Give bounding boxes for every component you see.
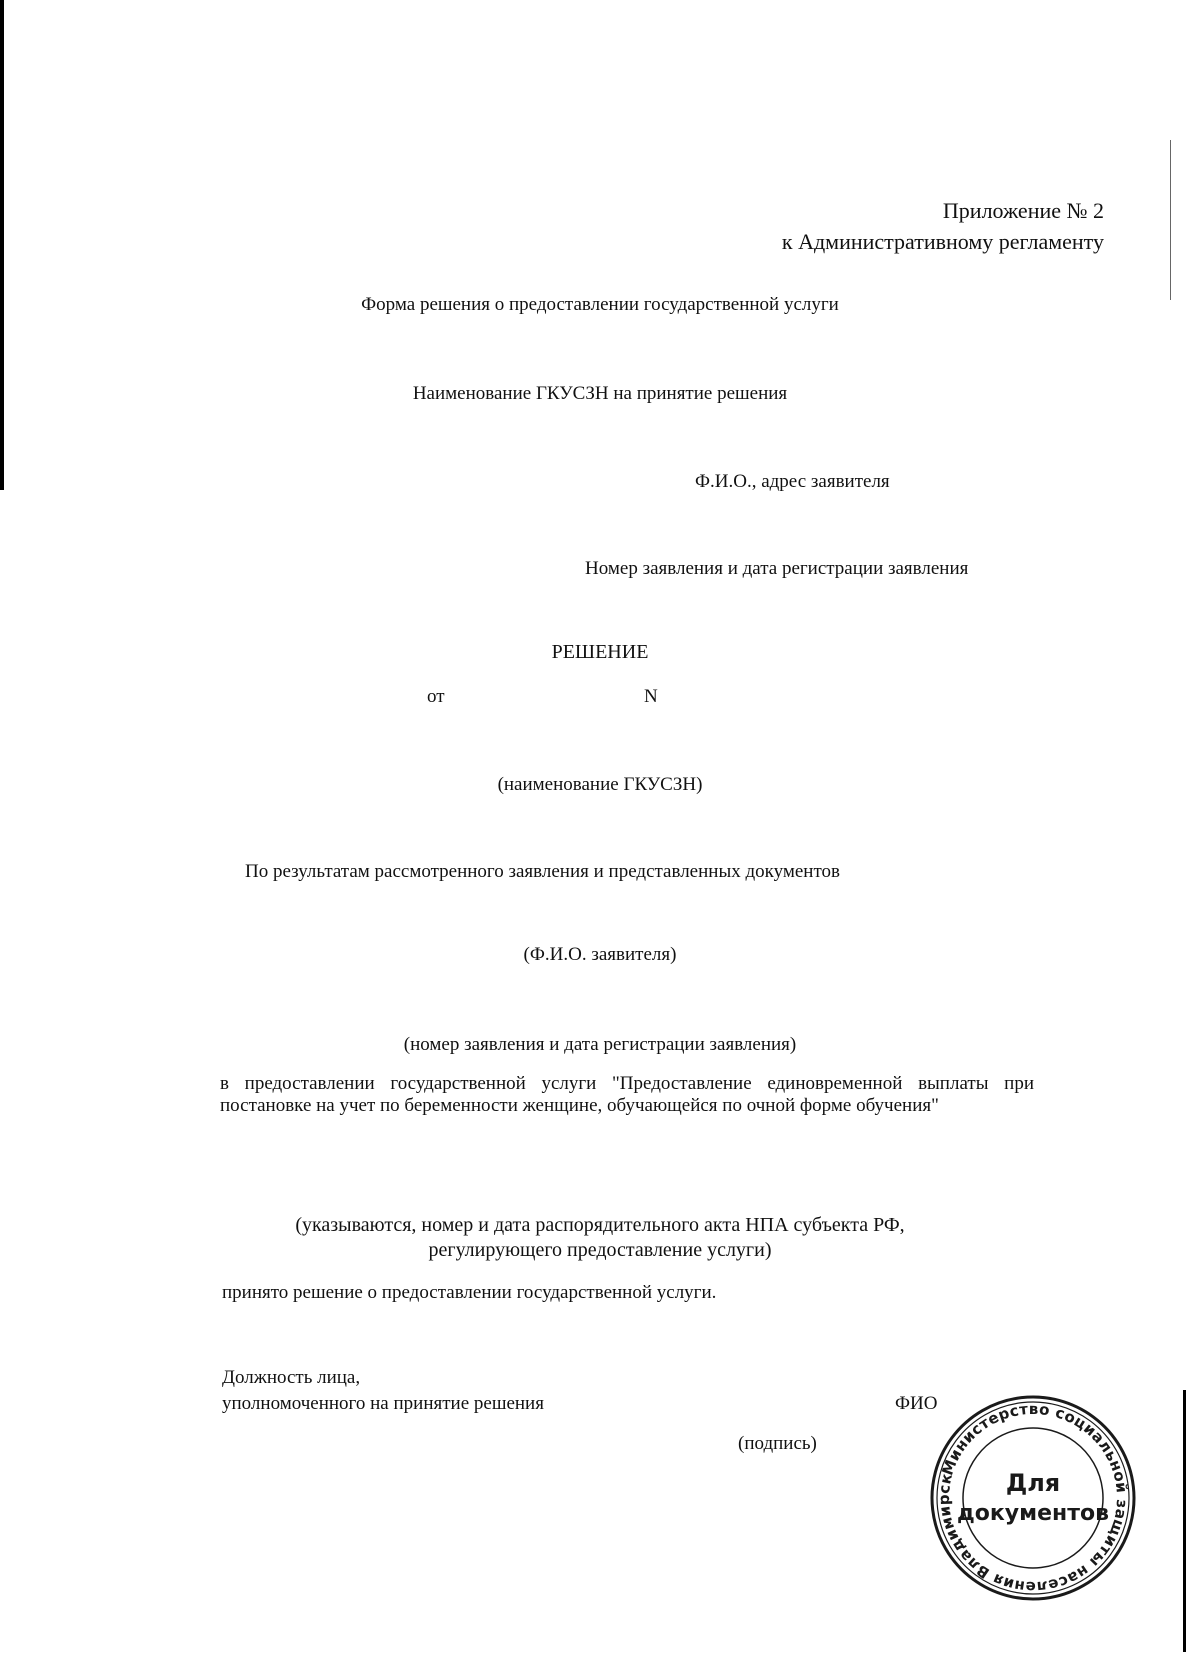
stamp-center-line-1: Для [1005, 1469, 1061, 1497]
decision-title: РЕШЕНИЕ [551, 641, 649, 663]
fio-label: ФИО [895, 1393, 938, 1414]
org-name-field: Наименование ГКУСЗН на принятие решения [412, 383, 788, 404]
decision-number-label: N [644, 686, 658, 707]
applicant-field: Ф.И.О., адрес заявителя [695, 471, 890, 492]
left-scan-edge [0, 0, 4, 490]
application-number-field: Номер заявления и дата регистрации заявления [585, 558, 969, 579]
npa-caption-line-2: регулирующего предоставление услуги) [428, 1239, 772, 1261]
round-stamp [928, 1393, 1138, 1603]
decision-date-label: от [427, 686, 445, 707]
right-scan-line [1170, 140, 1171, 300]
application-caption: (номер заявления и дата регистрации заявления) [403, 1034, 797, 1055]
result-text: принято решение о предоставлении государственной услуги. [222, 1282, 717, 1303]
npa-caption-line-1: (указываются, номер и дата распорядительного акта НПА субъекта РФ, [295, 1214, 905, 1236]
stamp-center-line-2: документов [956, 1501, 1110, 1526]
signature-caption: (подпись) [738, 1433, 817, 1454]
appendix-number: Приложение № 2 [942, 198, 1104, 223]
position-line-1: Должность лица, [222, 1367, 361, 1388]
regulation-reference: к Административному регламенту [781, 229, 1104, 254]
svg-text:Министерство социальной защиты [928, 1393, 1138, 1603]
form-title: Форма решения о предоставлении государственной услуги [361, 294, 839, 315]
right-scan-edge [1183, 1390, 1186, 1652]
stamp-ring-text: Министерство социальной защиты населения Владимирской [934, 1399, 1132, 1597]
applicant-caption: (Ф.И.О. заявителя) [523, 944, 677, 965]
position-line-2: уполномоченного на принятие решения [222, 1393, 544, 1414]
service-paragraph: в предоставлении государственной услуги "Предоставление единовременной выплаты при постановке на учет по беременности женщине, обучающейся по очной форме обучения" [220, 1073, 1034, 1116]
org-caption: (наименование ГКУСЗН) [497, 774, 703, 795]
intro-text: По результатам рассмотренного заявления и представленных документов [245, 861, 840, 882]
